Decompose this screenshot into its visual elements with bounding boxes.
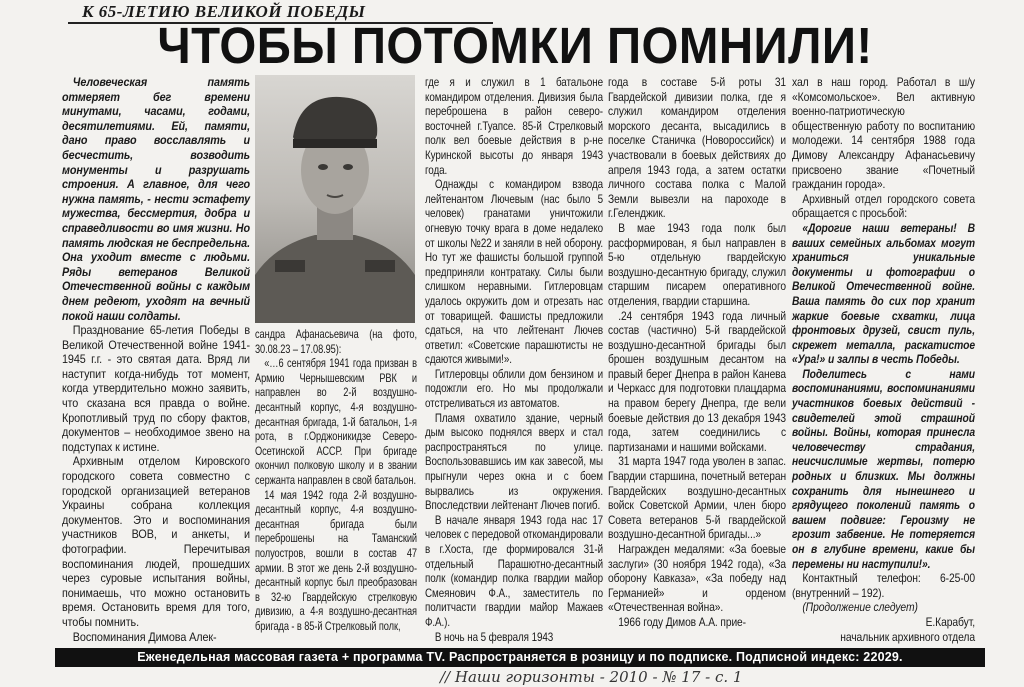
rubric-heading: К 65-ЛЕТИЮ ВЕЛИКОЙ ПОБЕДЫ (68, 2, 493, 24)
column-2-text (255, 327, 417, 633)
author-title: начальник архивного отдела (840, 629, 975, 644)
lead-paragraph (62, 75, 250, 323)
paragraph: В ночь на 5 февраля 1943 (434, 629, 554, 644)
paragraph: хал в наш город. Работал в ш/у «Комсомольское». Вел активную военно-патриотическую общественную работу по воспитанию молодежи. 14 сентября 1988 года Димову Александру Афанасьевичу присвоено звание «Почетный гражданин города». (792, 75, 975, 192)
appeal-paragraph: «Дорогие наши ветераны! В ваших семейных альбомах могут храниться уникальные документы и фотографии о Великой Отечественной войне. Ваша память до сих пор хранит жаркие боевые схватки, лица фронтовых друзей, свист пуль, скрежет металла, раскатистое «Ура!» и залпы в честь Победы. (792, 220, 975, 367)
paragraph: Однажды с командиром взвода лейтенантом Лючевым (нас было 5 человек) гранатами уничтожили огневую точку врага в доме недалеко от школы №22 и заняли в ней оборону. Но тут же фашисты большой группой предприняли контратаку. Силы были слишком неравными. Гитлеровцам удалось окружить дом и отрезать нас от товарищей. Фашисты предложили сдаться, на что лейтенант Лючев ответил: «Советские парашютисты не сдаются живыми!». (425, 177, 603, 367)
portrait-photo (255, 75, 415, 323)
paragraph: В начале января 1943 года нас 17 человек с передовой откомандировали в г.Хоста, где формировался 31-й отдельный Парашютно-десантный полк (командир полка гвардии майор Смеянович Ф.А., заместитель по политчасти гвардии майор Мажаев Ф.А.). (425, 512, 603, 629)
paragraph: В мае 1943 года полк был расформирован, я был направлен в 5-ю отдельную гвардейскую воздушно-десантную бригаду, служил старшим писарем оперативного отделения, гвардии старшина. (608, 220, 786, 308)
paragraph: где я и служил в 1 батальоне командиром отделения. Дивизия была переброшена в район северо-восточней г.Туапсе. 85-й Стрелковый полк вел боевые действия в р-не Куринской высоты до января 1943 года. (425, 75, 603, 177)
article-title: ЧТОБЫ ПОТОМКИ ПОМНИЛИ! (157, 17, 873, 74)
column-5 (792, 75, 975, 644)
column-5-text (792, 75, 975, 644)
paragraph: года в составе 5-й роты 31 Гвардейской дивизии полка, где я служил командиром отделения морского десанта, высадились в поселке Станичка (Новороссийск) и участвовали в боевых действиях до апреля 1943 года, а затем остатки личного состава полка с Малой Земли вывезли на пароходе в г.Геленджик. (608, 75, 786, 221)
author-name: Е.Карабут, (925, 614, 975, 629)
paragraph: 1966 году Димов А.А. прие- (618, 614, 746, 629)
column-1-text (62, 75, 250, 644)
paragraph: .24 сентября 1943 года личный состав (частично) 5-й гвардейской воздушно-десантной бригады был брошен воздушным десантом на правый берег Днепра в район Канева и Черкасс для подготовки плацдарма на правом берегу Днепра, где вели боевые действия до 13 декабря 1943 года, затем соединились с партизанами и нашими войсками. (608, 308, 786, 454)
column-4 (608, 75, 786, 630)
photo-caption: сандра Афанасьевича (на фото, 30.08.23 – 17.08.95): (255, 327, 417, 356)
appeal-paragraph: Поделитесь с нами воспоминаниями, воспоминаниями участников боевых действий - свидетелей этой страшной войны. Войны, которая принесла человечеству страдания, неисчислимые жертвы, потерю родных и близких. Мы должны сохранить для нынешнего и грядущего поколений память о вашем подвиге: Героизму не грозит забвение. Не потеряется он в глубине времени, какие бы перемены ни наступили!». (792, 366, 975, 571)
lead-text: Человеческая память отмеряет бег времени минутами, часами, годами, десятилетиями. Ей, памяти, дано право восславлять и бесчестить, возводить монументы и разрушать строения. А главное, для чего нужна память, - нести эстафету мужества, бессмертия, добра и справедливости во имя жизни. Но память людская не беспредельна. Она уходит вместе с людьми. Ряды ветеранов Великой Отечественной войны с каждым днем редеют, уходят на вечный покой наши солдаты. (62, 75, 250, 323)
paragraph: Архивный отдел городского совета обращается с просьбой: (792, 191, 975, 221)
continued-note: (Продолжение следует) (802, 600, 918, 615)
column-4-text (608, 75, 786, 630)
footer-bar: Еженедельная массовая газета + программа TV. Распространяется в розницу и по подписке. Подписной индекс: 22029. (55, 648, 985, 667)
paragraph: Празднование 65-летия Победы в Великой Отечественной войне 1941-1945 г.г. - это святая дата. Вряд ли наступит когда-нибудь тот момент, когда утвердительно можно заявить, что сказана вся правда о войне. Кропотливый труд по сбору фактов, документов – необходимое звено на подступах к истине. (62, 323, 250, 454)
paragraph: Воспоминания Димова Алек- (72, 629, 217, 644)
soldier-portrait-icon (255, 75, 415, 323)
handwritten-note: // Наши горизонты - 2010 - № 17 - с. 1 (440, 668, 743, 686)
paragraph: Пламя охватило здание, черный дым высоко поднялся вверх и стал распространяться по улице. Воспользовавшись им как завесой, мы прыгнули через окна и с боем вырвались из окружения. Впоследствии лейтенант Лючев погиб. (425, 410, 603, 513)
column-2 (255, 327, 417, 633)
paragraph: «…6 сентября 1941 года призван в Армию Чернышевским РВК и направлен во 2-й воздушно-десантный корпус, 4-я воздушно-десантная бригада, 1-й батальон, 1-я рота, в г.Орджоникидзе Северо-Осетинской АССР. При бригаде окончил полковую школу и в звании сержанта направлен в свой батальон. (255, 356, 417, 487)
column-3 (425, 75, 603, 644)
paragraph: Гитлеровцы облили дом бензином и подожгли его. Но мы продолжали отстреливаться из автоматов. (425, 366, 603, 411)
paragraph: Награжден медалями: «За боевые заслуги» (30 ноября 1942 года), «За оборону Кавказа», «За победу над Германией» и орденом «Отечественная война». (608, 542, 786, 615)
paragraph: Архивным отделом Кировского городского совета совместно с городской организацией ветеранов Украины собрана коллекция документов. Это и воспоминания участников ВОВ, и анкеты, и фотографии. Перечитывая воспоминания людей, прошедших через суровые испытания войны, понимаешь, что можно остановить время. Остановить время для того, чтобы помнить. (62, 454, 250, 629)
column-1 (62, 75, 250, 644)
column-3-text (425, 75, 603, 644)
contact-phone: Контактный телефон: 6-25-00 (внутренний – 192). (792, 571, 975, 600)
paragraph: 14 мая 1942 года 2-й воздушно-десантный корпус, 4-я воздушно-десантная бригада были переброшены на Таманский полуостров, вошли в состав 47 армии. В этот же день 2-й воздушно-десантный корпус был преобразован в 32-ю Гвардейскую стрелковую дивизию, а 4-я воздушно-десантная бригада - в 85-й Стрелковый полк, (255, 487, 417, 633)
paragraph: 31 марта 1947 года уволен в запас. Гвардии старшина, почетный ветеран Гвардейских воздушно-десантных войск Советской Армии, член бюро Совета ветеранов 5-й гвардейской воздушно-десантной бригады...» (608, 454, 786, 542)
